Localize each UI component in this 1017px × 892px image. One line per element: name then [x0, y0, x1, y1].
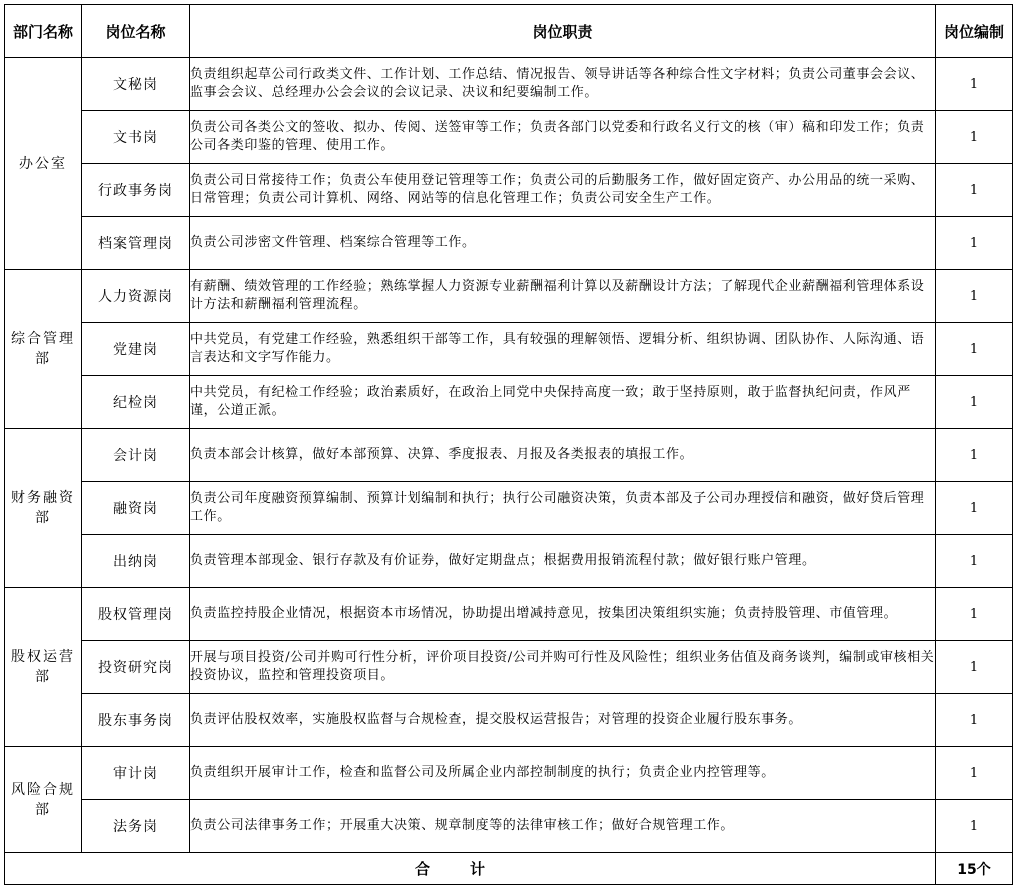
position-name: 出纳岗 — [82, 535, 190, 588]
position-duty: 负责公司日常接待工作；负责公车使用登记管理等工作；负责公司的后勤服务工作，做好固定资产、办公用品的统一采购、日常管理；负责公司计算机、网络、网站等的信息化管理工作；负责公司安全生产工作。 — [190, 164, 936, 217]
position-duty: 负责公司涉密文件管理、档案综合管理等工作。 — [190, 217, 936, 270]
position-count: 1 — [936, 800, 1013, 853]
position-name: 党建岗 — [82, 323, 190, 376]
position-name: 档案管理岗 — [82, 217, 190, 270]
position-name: 法务岗 — [82, 800, 190, 853]
table-row — [5, 217, 1013, 270]
position-duty: 开展与项目投资/公司并购可行性分析，评价项目投资/公司并购可行性及风险性；组织业务估值及商务谈判，编制或审核相关投资协议，监控和管理投资项目。 — [190, 641, 936, 694]
position-name: 股东事务岗 — [82, 694, 190, 747]
position-name: 股权管理岗 — [82, 588, 190, 641]
dept-name: 股权运营部 — [5, 588, 82, 747]
header-row — [5, 5, 1013, 58]
dept-name: 综合管理部 — [5, 270, 82, 429]
table-row — [5, 323, 1013, 376]
position-name: 人力资源岗 — [82, 270, 190, 323]
position-count: 1 — [936, 111, 1013, 164]
position-count: 1 — [936, 482, 1013, 535]
position-count: 1 — [936, 217, 1013, 270]
position-duty: 负责公司年度融资预算编制、预算计划编制和执行；执行公司融资决策，负责本部及子公司办理授信和融资，做好贷后管理工作。 — [190, 482, 936, 535]
header-position: 岗位名称 — [82, 5, 190, 58]
position-name: 文书岗 — [82, 111, 190, 164]
position-duty: 负责监控持股企业情况，根据资本市场情况，协助提出增减持意见，按集团决策组织实施；负责持股管理、市值管理。 — [190, 588, 936, 641]
position-count: 1 — [936, 270, 1013, 323]
position-count: 1 — [936, 694, 1013, 747]
table-row — [5, 482, 1013, 535]
position-name: 文秘岗 — [82, 58, 190, 111]
position-name: 会计岗 — [82, 429, 190, 482]
position-duty: 负责管理本部现金、银行存款及有价证券，做好定期盘点；根据费用报销流程付款；做好银行账户管理。 — [190, 535, 936, 588]
table-row — [5, 270, 1013, 323]
table-row — [5, 694, 1013, 747]
position-count: 1 — [936, 164, 1013, 217]
position-duty: 中共党员，有党建工作经验，熟悉组织干部等工作，具有较强的理解领悟、逻辑分析、组织协调、团队协作、人际沟通、语言表达和文字写作能力。 — [190, 323, 936, 376]
position-name: 审计岗 — [82, 747, 190, 800]
total-row — [5, 853, 1013, 885]
position-count: 1 — [936, 747, 1013, 800]
table-row — [5, 641, 1013, 694]
table-row — [5, 164, 1013, 217]
table-row — [5, 58, 1013, 111]
total-count: 15个 — [936, 853, 1013, 885]
dept-name: 财务融资部 — [5, 429, 82, 588]
position-count: 1 — [936, 641, 1013, 694]
position-name: 纪检岗 — [82, 376, 190, 429]
header-count: 岗位编制 — [936, 5, 1013, 58]
position-duty: 负责评估股权效率，实施股权监督与合规检查，提交股权运营报告；对管理的投资企业履行股东事务。 — [190, 694, 936, 747]
header-dept: 部门名称 — [5, 5, 82, 58]
job-positions-table — [4, 4, 1013, 885]
position-duty: 有薪酬、绩效管理的工作经验；熟练掌握人力资源专业薪酬福利计算以及薪酬设计方法；了解现代企业薪酬福利管理体系设计方法和薪酬福利管理流程。 — [190, 270, 936, 323]
position-name: 投资研究岗 — [82, 641, 190, 694]
position-name: 融资岗 — [82, 482, 190, 535]
position-name: 行政事务岗 — [82, 164, 190, 217]
position-duty: 负责公司法律事务工作；开展重大决策、规章制度等的法律审核工作；做好合规管理工作。 — [190, 800, 936, 853]
table-row — [5, 800, 1013, 853]
dept-name: 办公室 — [5, 58, 82, 270]
table-row — [5, 588, 1013, 641]
position-duty: 负责组织开展审计工作，检查和监督公司及所属企业内部控制制度的执行；负责企业内控管理等。 — [190, 747, 936, 800]
table-row — [5, 111, 1013, 164]
position-duty: 负责本部会计核算，做好本部预算、决算、季度报表、月报及各类报表的填报工作。 — [190, 429, 936, 482]
position-count: 1 — [936, 376, 1013, 429]
position-count: 1 — [936, 429, 1013, 482]
position-duty: 负责组织起草公司行政类文件、工作计划、工作总结、情况报告、领导讲话等各种综合性文字材料；负责公司董事会会议、监事会会议、总经理办公会会议的会议记录、决议和纪要编制工作。 — [190, 58, 936, 111]
position-duty: 负责公司各类公文的签收、拟办、传阅、送签审等工作；负责各部门以党委和行政名义行文的核（审）稿和印发工作；负责公司各类印鉴的管理、使用工作。 — [190, 111, 936, 164]
position-count: 1 — [936, 58, 1013, 111]
table-row — [5, 376, 1013, 429]
position-duty: 中共党员，有纪检工作经验；政治素质好，在政治上同党中央保持高度一致；敢于坚持原则，敢于监督执纪问责，作风严谨，公道正派。 — [190, 376, 936, 429]
position-count: 1 — [936, 323, 1013, 376]
table-row — [5, 429, 1013, 482]
header-duty: 岗位职责 — [190, 5, 936, 58]
dept-name: 风险合规部 — [5, 747, 82, 853]
total-label: 合计 — [5, 853, 936, 885]
position-count: 1 — [936, 588, 1013, 641]
position-count: 1 — [936, 535, 1013, 588]
table-row — [5, 535, 1013, 588]
table-row — [5, 747, 1013, 800]
